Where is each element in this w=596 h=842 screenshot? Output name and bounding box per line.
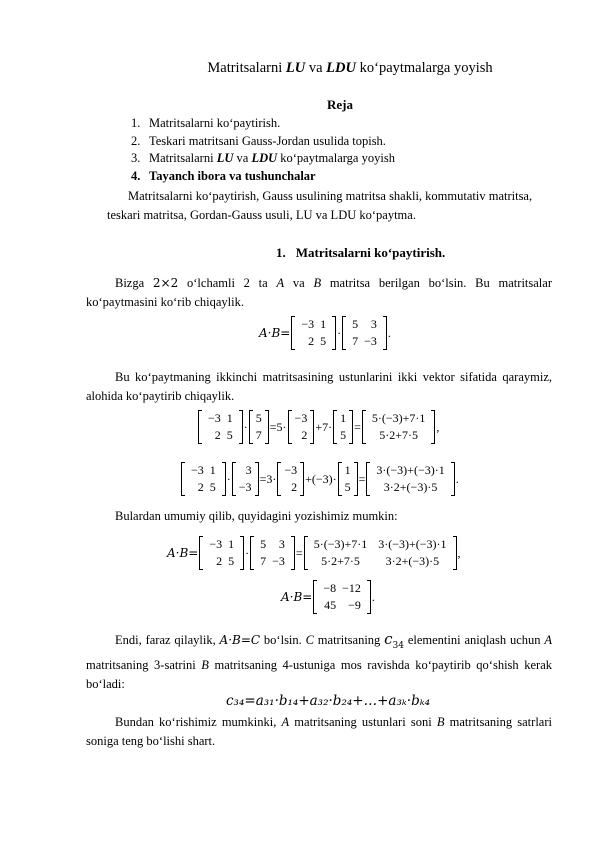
equation-general: A·B= −3 1 2 5 · 5 3 7 −3 = 5·(−3)+7·1 3·(−3)+(−3)·1 5·2+7·5 3·2+(−3)·5 , [167, 537, 461, 568]
equation-column-2: −3 1 2 5 · 3 −3 =3· −3 2 +(−3)· 1 5 = 3·(−3)+(−3)·1 3·2+(−3)·5 . [181, 462, 460, 496]
equation-product: A·B= −3 1 2 5 · 5 3 7 −3 . [259, 317, 391, 348]
paragraph-general: Bulardan umumiy qilib, quyidagini yozishimiz mumkin: [115, 509, 398, 523]
list-item: 1. Matritsalarni ko‘paytirish. [131, 116, 281, 130]
list-item: 2. Teskari matritsani Gauss-Jordan usulida topish. [131, 133, 386, 148]
plan-heading: Reja [327, 97, 353, 112]
paragraph-columns: Bu ko‘paytmaning ikkinchi matritsasining ustunlarini ikki vektor sifatida qaraymiz, alohida ko‘paytirib chiqaylik. [86, 370, 552, 403]
page-title: Matritsalarni LU va LDU ko‘paytmalarga yoyish [207, 60, 493, 76]
matrix-b: 5 3 7 −3 [342, 316, 387, 350]
equation-result: A·B= −8 −12 45 −9 . [281, 581, 375, 612]
keywords-paragraph: Matritsalarni ko‘paytirish, Gauss usulining matritsa shakli, kommutativ matritsa, teskari matritsa, Gordan-Gauss usuli, LU va LDU ko‘paytma. [107, 189, 533, 222]
list-item: 3. Matritsalarni LU va LDU ko‘paytmalarga yoyish [131, 151, 395, 165]
equation-column-1: −3 1 2 5 · 5 7 =5· −3 2 +7· 1 5 = 5·(−3)+7·1 5·2+7·5 , [198, 410, 440, 444]
paragraph-element: Endi, faraz qilaylik, A·B=C bo‘lsin. C matritsaning $c_{34}$ elementini aniqlash uchun A matritsaning 3-satrini B matritsaning 4-ustuniga mos ravishda ko‘paytirib qo‘shish kerak bo‘ladi: [86, 630, 552, 691]
matrix-a: −3 1 2 5 [291, 316, 336, 350]
paragraph-intro: Bizga 2×2 o‘lchamli 2 ta A va B matritsa berilgan bo‘lsin. Bu matritsalar ko‘paytmasini ko‘rib chiqaylik. [86, 276, 552, 309]
section-heading: 1. Matritsalarni ko‘paytirish. [276, 245, 446, 260]
plan-list [131, 115, 551, 185]
paragraph-condition: Bundan ko‘rishimiz mumkinki, A matritsaning ustunlari soni B matritsaning satrlari soniga teng bo‘lishi shart. [86, 715, 552, 748]
equation-element: c₃₄=a₃₁·b₁₄+a₃₂·b₂₄+…+a₃ₖ·bₖ₄ [226, 693, 431, 709]
list-item: 4. Tayanch ibora va tushunchalar [131, 168, 316, 183]
